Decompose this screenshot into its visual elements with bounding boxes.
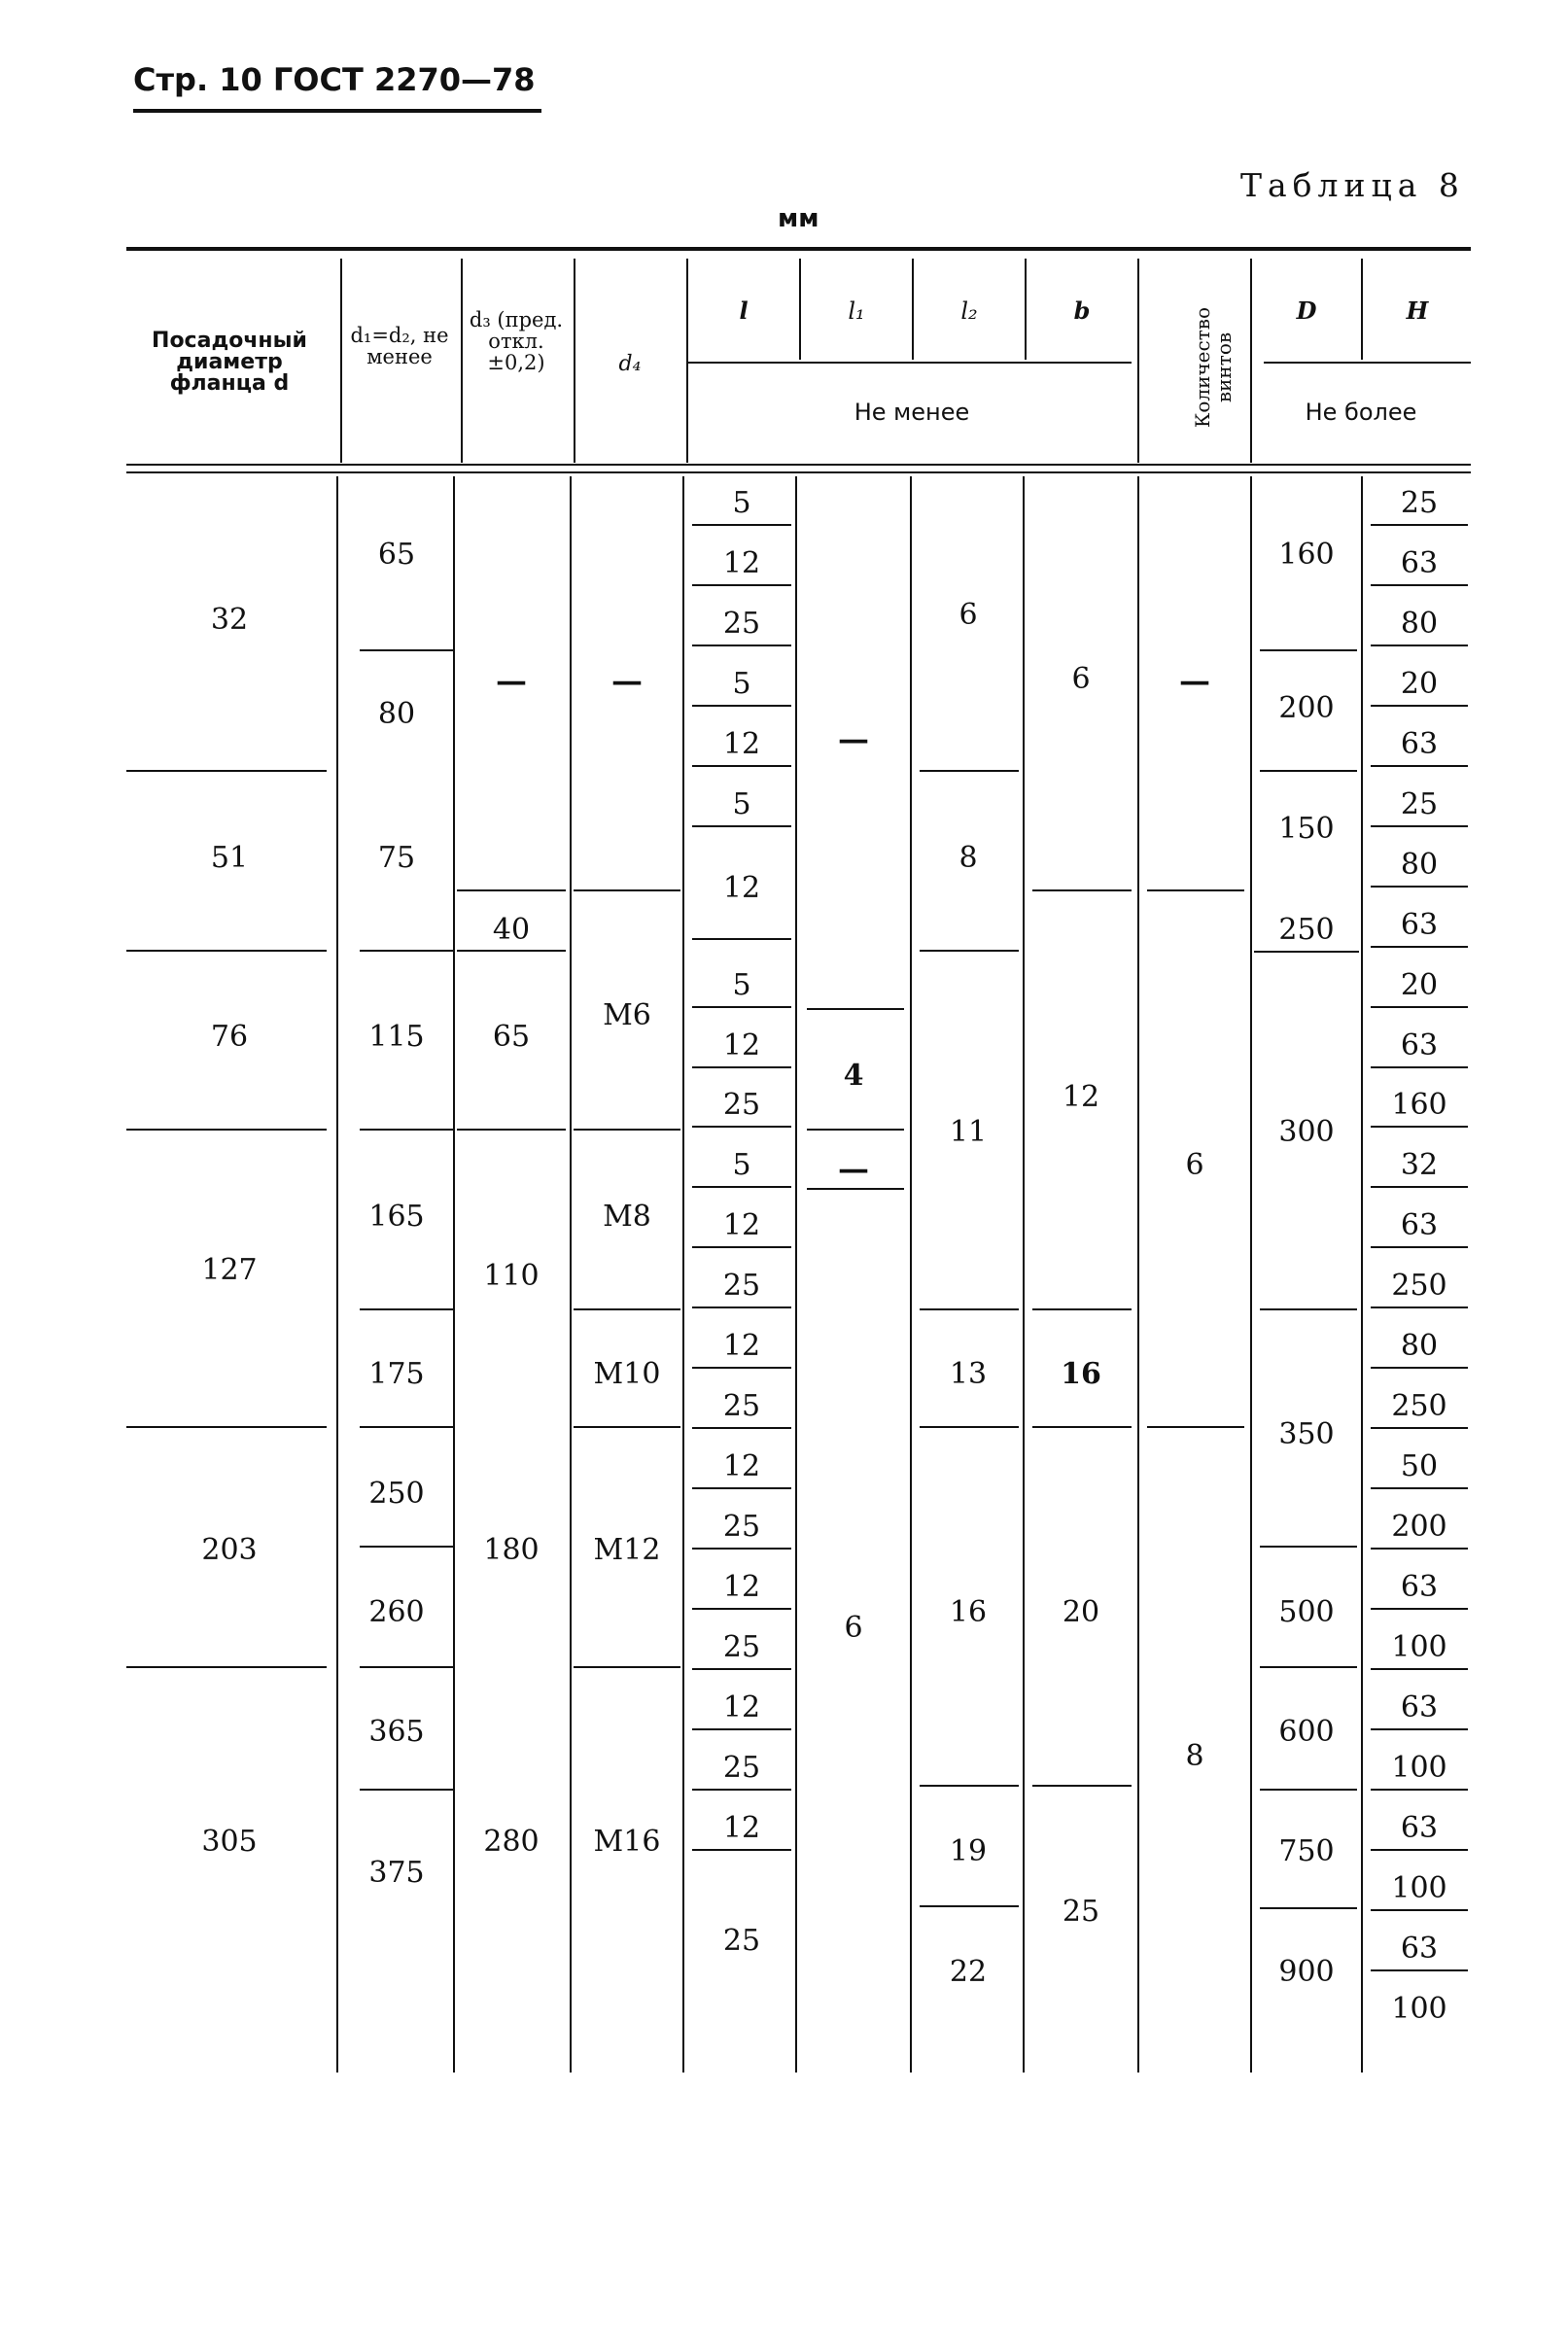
cell-b: 12 [1062, 1080, 1100, 1114]
cell-l2: 16 [949, 1595, 988, 1629]
row-rule [574, 1666, 680, 1668]
cell-l1: 6 [844, 1611, 863, 1645]
cell-screws: 8 [1185, 1739, 1204, 1773]
row-rule [126, 1666, 327, 1668]
cell-H: 32 [1371, 1151, 1468, 1188]
col-header-D: D [1296, 296, 1317, 325]
cell-l: 25 [692, 610, 791, 646]
cell-H: 63 [1371, 1211, 1468, 1248]
cell-D: 150 [1278, 812, 1335, 846]
vline [570, 476, 572, 2073]
cell-d4: M6 [603, 998, 651, 1032]
row-rule [574, 1308, 680, 1310]
cell-d3: 40 [492, 913, 531, 947]
vline [336, 476, 338, 2073]
cell-H: 160 [1371, 1091, 1468, 1128]
cell-d3-dash: — [496, 662, 527, 699]
cell-D: 500 [1278, 1595, 1335, 1629]
cell-l: 5 [692, 971, 791, 1008]
cell-H: 63 [1371, 1031, 1468, 1068]
cell-H: 80 [1371, 851, 1468, 888]
cell-l2: 11 [949, 1115, 988, 1149]
cell-l: 12 [692, 1573, 791, 1610]
col-header-l: l [739, 296, 749, 325]
cell-d3: 110 [483, 1259, 540, 1293]
cell-l: 25 [692, 1754, 791, 1791]
page-prefix: Стр. 10 [133, 61, 262, 98]
cell-l: 25 [692, 1392, 791, 1429]
cell-l2: 22 [949, 1955, 988, 1989]
page-number [133, 61, 536, 98]
row-rule [126, 770, 327, 772]
cell-screws: 6 [1185, 1148, 1204, 1182]
vline [1137, 259, 1139, 463]
vline [1264, 362, 1471, 364]
cell-l2: 13 [949, 1357, 988, 1391]
cell-H: 20 [1371, 971, 1468, 1008]
col-header-H: H [1406, 296, 1429, 325]
row-rule [920, 1785, 1019, 1787]
col-header-d4: d₄ [618, 352, 642, 376]
cell-d1d2: 75 [377, 841, 416, 875]
row-rule [1032, 889, 1132, 891]
cell-d: 51 [210, 841, 249, 875]
row-rule [920, 1426, 1019, 1428]
cell-d1d2: 65 [377, 538, 416, 572]
cell-l2: 19 [949, 1834, 988, 1868]
row-rule [1032, 1426, 1132, 1428]
cell-d: 203 [201, 1533, 258, 1567]
vline [1023, 476, 1025, 2073]
cell-H: 100 [1371, 1754, 1468, 1791]
col-header-l2: l₂ [960, 297, 978, 325]
table-title: Таблица 8 [1240, 166, 1465, 204]
cell-b: 25 [1062, 1895, 1100, 1929]
cell-H: 80 [1371, 610, 1468, 646]
standard-number: ГОСТ 2270—78 [272, 61, 536, 98]
col-header-b: b [1073, 296, 1091, 325]
cell-l: 12 [692, 549, 791, 586]
cell-d4: M16 [593, 1825, 661, 1859]
cell-d: 127 [201, 1253, 258, 1287]
cell-l: 25 [692, 1091, 791, 1128]
row-rule [360, 1789, 453, 1791]
cell-d4-dash: — [611, 662, 643, 699]
row-rule [807, 1188, 904, 1190]
header-bottom-rule-2 [126, 471, 1471, 473]
row-rule [807, 1129, 904, 1131]
col-header-screws: Количество винтов [1191, 306, 1236, 429]
col-header-d-text: Посадочный диаметр фланца d [152, 329, 307, 396]
row-rule [126, 950, 327, 952]
cell-l: 5 [692, 670, 791, 707]
cell-D: 200 [1278, 691, 1335, 725]
vline [453, 476, 455, 2073]
cell-H: 50 [1371, 1452, 1468, 1489]
cell-H: 63 [1371, 1814, 1468, 1851]
vline [1137, 476, 1139, 2073]
header-rule [133, 109, 541, 113]
cell-d1d2: 375 [368, 1856, 425, 1890]
cell-H: 25 [1371, 489, 1468, 526]
cell-D: 750 [1278, 1834, 1335, 1868]
units-label: мм [778, 204, 819, 233]
cell-l: 12 [692, 1031, 791, 1068]
cell-H: 63 [1371, 1934, 1468, 1971]
cell-H: 80 [1371, 1332, 1468, 1369]
cell-l: 12 [692, 874, 791, 940]
cell-screws-dash: — [1179, 662, 1210, 699]
vline [686, 259, 688, 463]
cell-d1d2: 365 [368, 1715, 425, 1749]
vline [682, 476, 684, 2073]
cell-l: 25 [692, 1633, 791, 1670]
row-rule [126, 1426, 327, 1428]
row-rule [920, 950, 1019, 952]
header-bottom-rule [126, 464, 1471, 466]
cell-D: 900 [1278, 1955, 1335, 1989]
cell-H: 200 [1371, 1513, 1468, 1550]
cell-D: 250 [1254, 916, 1359, 953]
cell-D: 300 [1278, 1115, 1335, 1149]
cell-l1-dash: — [838, 720, 869, 757]
cell-H: 20 [1371, 670, 1468, 707]
row-rule [457, 950, 566, 952]
cell-l2: 6 [958, 598, 978, 632]
row-rule [360, 1546, 453, 1548]
row-rule [1032, 1308, 1132, 1310]
col-header-d3: d₃ (пред. откл. ±0,2) [469, 308, 564, 374]
vline [1250, 476, 1252, 2073]
cell-d3: 65 [492, 1020, 531, 1054]
row-rule [126, 1129, 327, 1131]
cell-d3: 280 [483, 1825, 540, 1859]
cell-b: 16 [1061, 1357, 1101, 1391]
row-rule [457, 889, 566, 891]
cell-H: 250 [1371, 1272, 1468, 1308]
cell-d1d2: 250 [368, 1477, 425, 1511]
cell-H: 63 [1371, 730, 1468, 767]
cell-d3: 180 [483, 1533, 540, 1567]
vline [795, 476, 797, 2073]
cell-l: 25 [692, 1513, 791, 1550]
cell-d: 305 [201, 1825, 258, 1859]
row-rule [1032, 1785, 1132, 1787]
cell-d4: M10 [593, 1357, 661, 1391]
row-rule [1260, 1907, 1357, 1909]
cell-l1: 4 [843, 1059, 864, 1093]
row-rule [574, 1426, 680, 1428]
cell-d4: M8 [603, 1200, 651, 1234]
cell-H: 250 [1371, 1392, 1468, 1429]
cell-d1d2: 165 [368, 1200, 425, 1234]
row-rule [360, 1308, 453, 1310]
row-rule [360, 649, 453, 651]
cell-l: 12 [692, 1693, 791, 1730]
row-rule [1147, 1426, 1244, 1428]
vline [1361, 476, 1363, 2073]
vline [1250, 259, 1252, 463]
vline [910, 476, 912, 2073]
row-rule [360, 1666, 453, 1668]
cell-b: 20 [1062, 1595, 1100, 1629]
cell-l1-dash: — [838, 1150, 869, 1187]
cell-D: 350 [1278, 1417, 1335, 1451]
row-rule [360, 1129, 453, 1131]
row-rule [360, 1426, 453, 1428]
cell-D: 160 [1278, 538, 1335, 572]
group-header-max: Не более [1305, 399, 1417, 426]
cell-H: 100 [1371, 1874, 1468, 1911]
cell-H: 63 [1371, 1693, 1468, 1730]
group-header-min: Не менее [854, 399, 970, 426]
row-rule [574, 1129, 680, 1131]
cell-H: 63 [1371, 549, 1468, 586]
cell-H: 100 [1371, 1633, 1468, 1670]
row-rule [360, 950, 453, 952]
row-rule [920, 770, 1019, 772]
row-rule [920, 1308, 1019, 1310]
vline [461, 259, 463, 463]
cell-l: 12 [692, 730, 791, 767]
col-header-d1d2: d₁=d₂, не менее [350, 324, 449, 368]
row-rule [457, 1129, 566, 1131]
cell-l: 5 [692, 489, 791, 526]
table-top-rule [126, 247, 1471, 251]
row-rule [574, 889, 680, 891]
row-rule [1260, 1546, 1357, 1548]
col-header-l1: l₁ [848, 297, 865, 325]
cell-l: 12 [692, 1814, 791, 1851]
row-rule [1147, 889, 1244, 891]
cell-l: 12 [692, 1452, 791, 1489]
cell-l: 5 [692, 790, 791, 827]
cell-H: 100 [1391, 1992, 1447, 2026]
cell-d: 32 [210, 603, 249, 637]
cell-l2: 8 [958, 841, 978, 875]
row-rule [1260, 649, 1357, 651]
cell-l: 5 [692, 1151, 791, 1188]
vline [574, 259, 575, 463]
row-rule [920, 1905, 1019, 1907]
cell-d: 76 [210, 1020, 249, 1054]
cell-H: 25 [1371, 790, 1468, 827]
cell-d1d2: 175 [368, 1357, 425, 1391]
vline [686, 362, 1132, 364]
cell-l: 25 [722, 1924, 761, 1958]
cell-D: 600 [1278, 1715, 1335, 1749]
cell-H: 63 [1371, 1573, 1468, 1610]
cell-l: 12 [692, 1332, 791, 1369]
cell-d1d2: 260 [368, 1595, 425, 1629]
cell-b: 6 [1071, 662, 1091, 696]
cell-l: 12 [692, 1211, 791, 1248]
cell-d1d2: 80 [377, 697, 416, 731]
row-rule [1260, 770, 1357, 772]
cell-H: 63 [1371, 911, 1468, 948]
vline [340, 259, 342, 463]
row-rule [1260, 1666, 1357, 1668]
cell-l: 25 [692, 1272, 791, 1308]
row-rule [1260, 1308, 1357, 1310]
cell-d1d2: 115 [368, 1020, 425, 1054]
row-rule [807, 1008, 904, 1010]
col-header-d [132, 331, 327, 395]
cell-d4: M12 [593, 1533, 661, 1567]
row-rule [1260, 1789, 1357, 1791]
